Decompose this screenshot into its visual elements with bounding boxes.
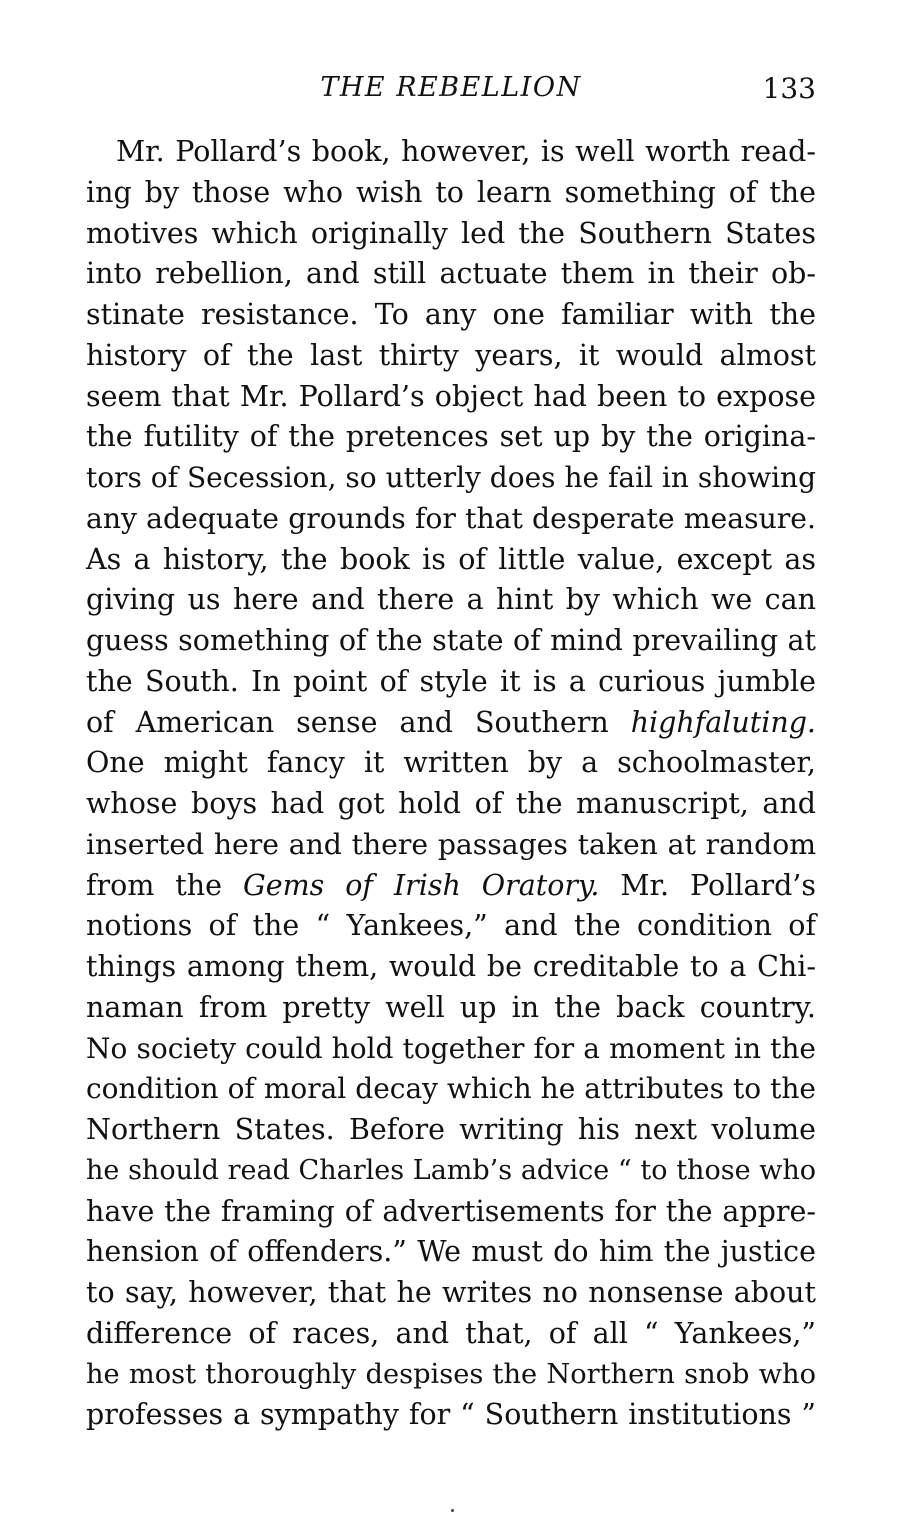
text-line: Mr. Pollard’s book, however, is well worth read- [116, 135, 816, 168]
text-line: inserted here and there passages taken at random [86, 827, 816, 861]
text-line: ing by those who wish to learn something of the [86, 175, 816, 209]
text-line: naman from pretty well up in the back country. [86, 990, 816, 1024]
running-header [86, 72, 816, 112]
text-line: Northern States. Before writing his next volume [86, 1113, 816, 1146]
text-line: history of the last thirty years, it would almost [86, 338, 816, 372]
text-line [86, 866, 816, 907]
text-line: No society could hold together for a moment in the [86, 1031, 816, 1065]
text-line: seem that Mr. Pollard’s object had been to expose [86, 379, 816, 413]
text-segment: Mr. Pollard’s [599, 868, 816, 902]
italic-term: highfaluting. [630, 705, 816, 739]
text-line: professes a sympathy for “ Southern institutions ” [86, 1398, 816, 1432]
text-line: stinate resistance. To any one familiar with the [86, 298, 816, 331]
text-line: have the framing of advertisements for the appre- [86, 1194, 816, 1228]
text-line: One might fancy it written by a schoolmaster, [86, 746, 816, 780]
text-segment: from the [86, 868, 243, 902]
text-line: tors of Secession, so utterly does he fail in showing [86, 461, 816, 494]
text-line [86, 703, 816, 744]
text-line: the South. In point of style it is a curious jumble [86, 664, 816, 698]
text-line: As a history, the book is of little value, except as [86, 542, 816, 576]
text-line: difference of races, and that, of all “ Yankees,” [86, 1316, 816, 1350]
text-line: whose boys had got hold of the manuscript, and [86, 787, 816, 820]
text-line: into rebellion, and still actuate them in their ob- [86, 257, 816, 291]
text-line: he should read Charles Lamb’s advice “ to those who [86, 1154, 816, 1186]
text-line: guess something of the state of mind prevailing at [86, 624, 816, 657]
text-line: things among them, would be creditable to a Chi- [86, 950, 816, 983]
body-text [86, 132, 816, 1436]
italic-title: Gems of Irish Oratory. [242, 868, 600, 902]
page-number: 133 [762, 72, 816, 105]
text-line: giving us here and there a hint by which we can [86, 583, 816, 617]
text-line: condition of moral decay which he attributes to the [86, 1072, 816, 1106]
text-line: any adequate grounds for that desperate measure. [86, 501, 816, 535]
text-line: notions of the “ Yankees,” and the condition of [86, 909, 816, 943]
running-title: THE REBELLION [320, 72, 582, 103]
text-line: hension of offenders.” We must do him the justice [86, 1235, 816, 1269]
ink-dot [451, 1509, 454, 1512]
text-line: to say, however, that he writes no nonsense about [86, 1276, 816, 1309]
text-line: the futility of the pretences set up by the origina- [86, 420, 816, 454]
text-line: motives which originally led the Southern States [86, 216, 816, 250]
text-segment: of American sense and Southern [86, 705, 631, 739]
text-line: he most thoroughly despises the Northern snob who [86, 1358, 816, 1390]
